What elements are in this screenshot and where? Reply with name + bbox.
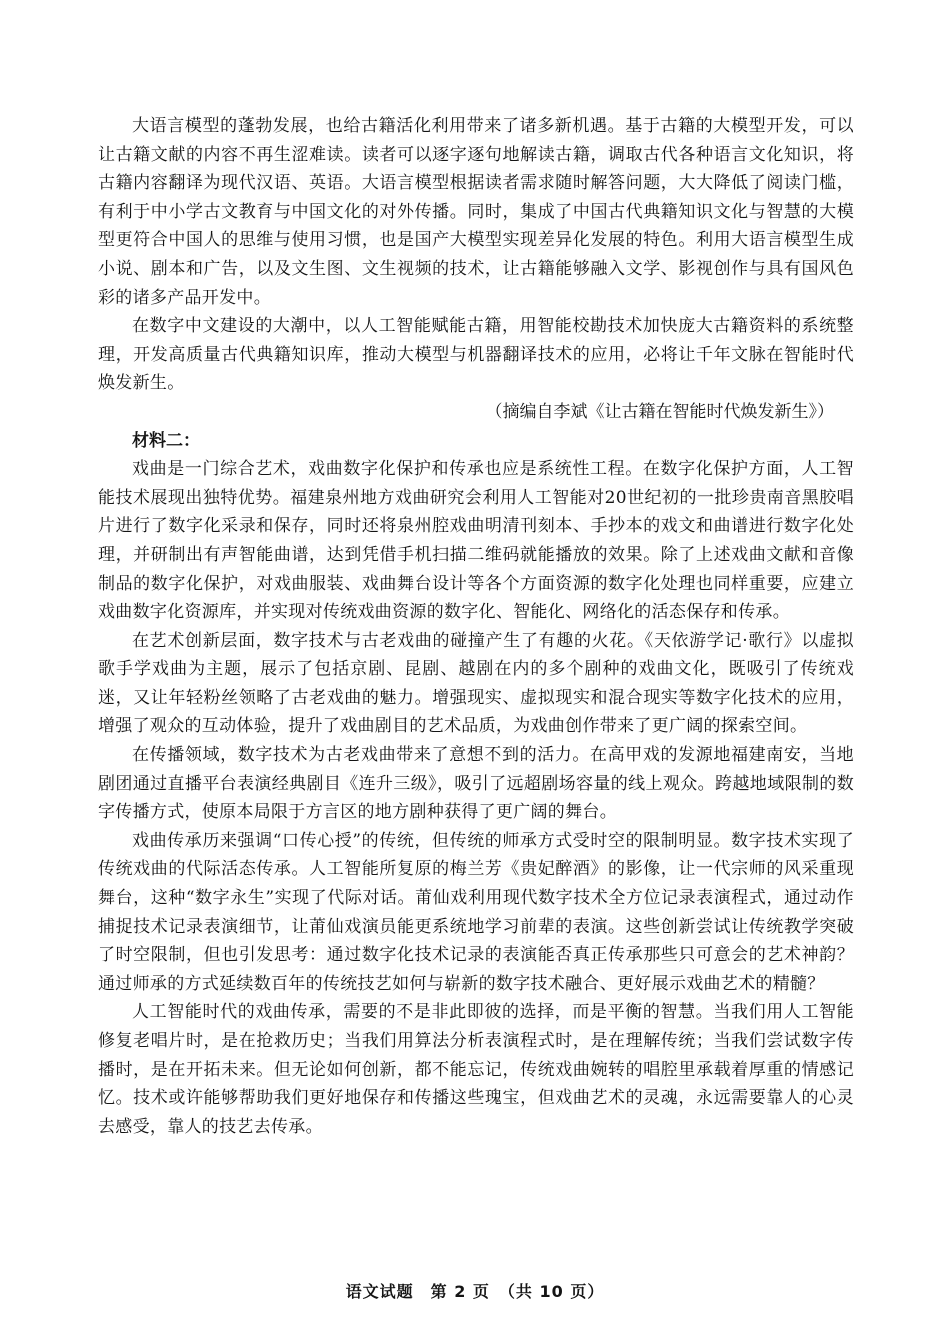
material1-paragraph-2: 在数字中文建设的大潮中，以人工智能赋能古籍，用智能校勘技术加快庞大古籍资料的系统整理，开发高质量古代典籍知识库，推动大模型与机器翻译技术的应用，必将让千年文脉在智能时代焕发新生。 [98, 316, 854, 394]
material1-source: （摘编自李斌《让古籍在智能时代焕发新生》） [485, 401, 834, 422]
material1-paragraph-1: 大语言模型的蓬勃发展，也给古籍活化利用带来了诸多新机遇。基于古籍的大模型开发，可以让古籍文献的内容不再生涩难读。读者可以逐字逐句地解读古籍，调取古代各种语言文化知识，将古籍内容翻译为现代汉语、英语。大语言模型根据读者需求随时解答问题，大大降低了阅读门槛，有利于中小学古文教育与中国文化的对外传播。同时，集成了中国古代典籍知识文化与智慧的大模型更符合中国人的思维与使用习惯，也是国产大模型实现差异化发展的特色。利用大语言模型生成小说、剧本和广告，以及文生图、文生视频的技术，让古籍能够融入文学、影视创作与具有国风色彩的诸多产品开发中。 [98, 116, 854, 308]
material2-paragraph-4: 戏曲传承历来强调“口传心授”的传统，但传统的师承方式受时空的限制明显。数字技术实现了传统戏曲的代际活态传承。人工智能所复原的梅兰芳《贵妃醉酒》的影像，让一代宗师的风采重现舞台，这种“数字永生”实现了代际对话。莆仙戏利用现代数字技术全方位记录表演程式，通过动作捕捉技术记录表演细节，让莆仙戏演员能更系统地学习前辈的表演。这些创新尝试让传统教学突破了时空限制，但也引发思考：通过数字化技术记录的表演能否真正传承那些只可意会的艺术神韵？通过师承的方式延续数百年的传统技艺如何与崭新的数字技术融合、更好展示戏曲艺术的精髓？ [98, 830, 854, 994]
material2-paragraph-2: 在艺术创新层面，数字技术与古老戏曲的碰撞产生了有趣的火花。《天依游学记·歌行》以虚拟歌手学戏曲为主题，展示了包括京剧、昆剧、越剧在内的多个剧种的戏曲文化，既吸引了传统戏迷，又让年轻粉丝领略了古老戏曲的魅力。增强现实、虚拟现实和混合现实等数字化技术的应用，增强了观众的互动体验，提升了戏曲剧目的艺术品质，为戏曲创作带来了更广阔的探索空间。 [98, 630, 854, 737]
material2-paragraph-1: 戏曲是一门综合艺术，戏曲数字化保护和传承也应是系统性工程。在数字化保护方面，人工智能技术展现出独特优势。福建泉州地方戏曲研究会利用人工智能对20世纪初的一批珍贵南音黑胶唱片进行了数字化采录和保存，同时还将泉州腔戏曲明清刊刻本、手抄本的戏文和曲谱进行数字化处理，并研制出有声智能曲谱，达到凭借手机扫描二维码就能播放的效果。除了上述戏曲文献和音像制品的数字化保护，对戏曲服装、戏曲舞台设计等各个方面资源的数字化处理也同样重要，应建立戏曲数字化资源库，并实现对传统戏曲资源的数字化、智能化、网络化的活态保存和传承。 [98, 459, 854, 623]
page-content [98, 112, 854, 1141]
material2-heading: 材料二： [132, 430, 200, 451]
material2-paragraph-3: 在传播领域，数字技术为古老戏曲带来了意想不到的活力。在高甲戏的发源地福建南安，当地剧团通过直播平台表演经典剧目《连升三级》，吸引了远超剧场容量的线上观众。跨越地域限制的数字传播方式，使原本局限于方言区的地方剧种获得了更广阔的舞台。 [98, 745, 854, 823]
page-footer: 语文试题 第 2 页 （共 10 页） [345, 1282, 605, 1301]
material2-paragraph-5: 人工智能时代的戏曲传承，需要的不是非此即彼的选择，而是平衡的智慧。当我们用人工智能修复老唱片时，是在抢救历史；当我们用算法分析表演程式时，是在理解传统；当我们尝试数字传播时，是在开拓未来。但无论如何创新，都不能忘记，传统戏曲婉转的唱腔里承载着厚重的情感记忆。技术或许能够帮助我们更好地保存和传播这些瑰宝，但戏曲艺术的灵魂，永远需要靠人的心灵去感受，靠人的技艺去传承。 [98, 1002, 854, 1137]
